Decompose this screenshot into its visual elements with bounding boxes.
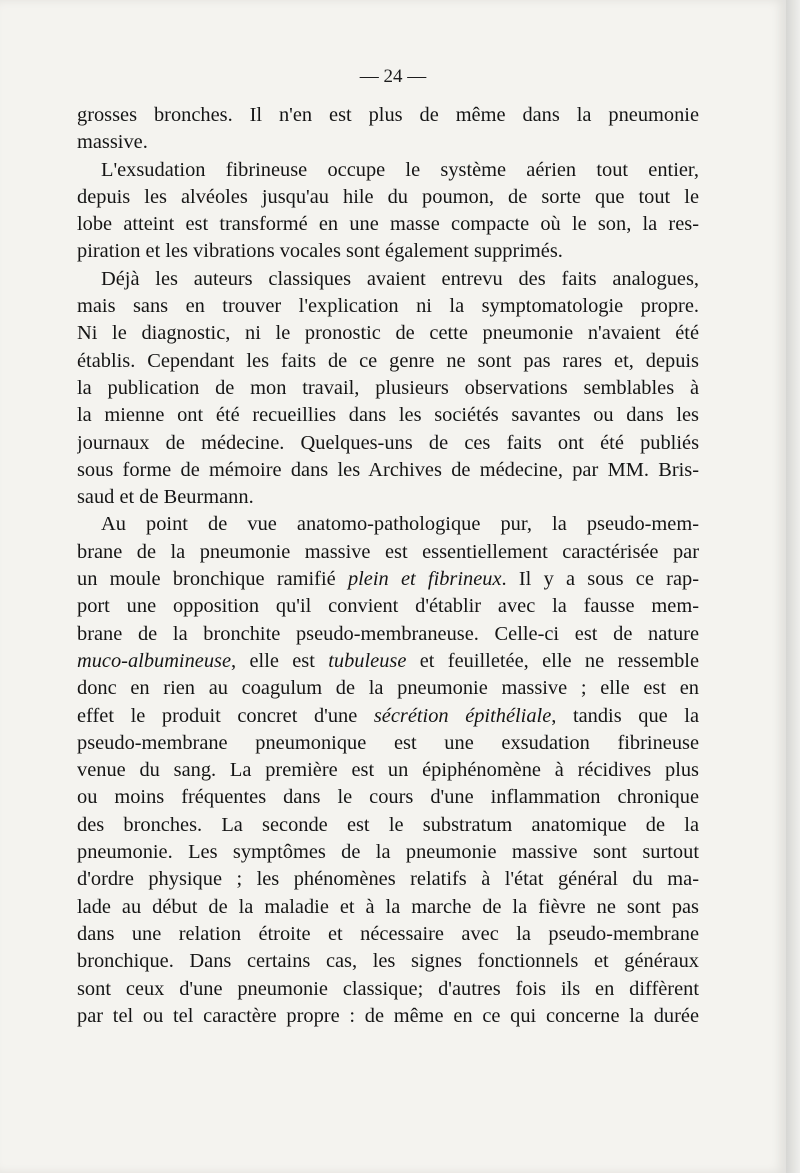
- text-line: [77, 157, 699, 184]
- italic-text-run: plein et fibrineux: [347, 568, 502, 591]
- text-line: [77, 539, 699, 566]
- text-run: brane de la bronchite pseudo-membraneuse. Celle-ci est de nature: [77, 622, 699, 645]
- text-line: [77, 976, 699, 1003]
- text-run: lobe atteint est transformé en une masse compacte où le son, la res-: [77, 213, 699, 236]
- text-line: [77, 375, 699, 402]
- text-run: L'exsudation fibrineuse occupe le système aérien tout entier,: [101, 158, 699, 181]
- text-line: [77, 675, 699, 702]
- text-run: lade au début de la maladie et à la marche de la fièvre ne sont pas: [77, 895, 699, 918]
- text-run: un moule bronchique ramifié: [77, 568, 348, 591]
- text-run: venue du sang. La première est un épiphénomène à récidives plus: [77, 759, 699, 782]
- italic-text-run: muco-albumineuse: [77, 649, 232, 672]
- text-run: Ni le diagnostic, ni le pronostic de cette pneumonie n'avaient été: [77, 322, 699, 345]
- text-run: la publication de mon travail, plusieurs observations semblables à: [77, 376, 699, 399]
- text-run: journaux de médecine. Quelques-uns de ces faits ont été publiés: [77, 431, 699, 454]
- text-run: la mienne ont été recueillies dans les sociétés savantes ou dans les: [77, 404, 699, 427]
- text-run: piration et les vibrations vocales sont également supprimés.: [77, 240, 563, 263]
- text-run: par tel ou tel caractère propre : de même en ce qui concerne la durée: [77, 1004, 699, 1027]
- text-run: donc en rien au coagulum de la pneumonie massive ; elle est en: [77, 677, 699, 700]
- text-run: dans une relation étroite et nécessaire avec la pseudo-membrane: [77, 922, 699, 945]
- text-run: pneumonie. Les symptômes de la pneumonie massive sont surtout: [77, 841, 699, 864]
- text-line: [77, 648, 699, 675]
- text-run: brane de la pneumonie massive est essentiellement caractérisée par: [77, 540, 699, 563]
- text-line: [77, 129, 699, 156]
- text-run: et feuilletée, elle ne ressemble: [406, 649, 699, 672]
- text-line: [77, 238, 699, 265]
- text-run: massive.: [77, 131, 148, 154]
- text-line: [77, 102, 699, 129]
- text-run: sous forme de mémoire dans les Archives de médecine, par MM. Bris-: [77, 458, 699, 481]
- text-line: [77, 511, 699, 538]
- italic-text-run: sécrétion épithéliale: [373, 704, 552, 727]
- text-run: . Il y a sous ce rap-: [501, 568, 699, 591]
- text-line: [77, 211, 699, 238]
- text-run: saud et de Beurmann.: [77, 486, 254, 509]
- text-line: [77, 566, 699, 593]
- text-run: établis. Cependant les faits de ce genre ne sont pas rares et, depuis: [77, 349, 699, 372]
- text-line: [77, 730, 699, 757]
- text-run: Au point de vue anatomo-pathologique pur, la pseudo-mem-: [101, 513, 699, 536]
- text-line: [77, 866, 699, 893]
- text-line: [77, 784, 699, 811]
- text-line: [77, 320, 699, 347]
- text-line: [77, 593, 699, 620]
- text-run: Déjà les auteurs classiques avaient entrevu des faits analogues,: [101, 267, 699, 290]
- text-line: [77, 894, 699, 921]
- page-number: — 24 —: [359, 66, 427, 87]
- text-run: , tandis que la: [551, 704, 699, 727]
- text-line: [77, 430, 699, 457]
- text-run: depuis les alvéoles jusqu'au hile du poumon, de sorte que tout le: [77, 185, 699, 208]
- text-run: effet le produit concret d'une: [77, 704, 374, 727]
- text-line: [77, 184, 699, 211]
- text-line: [77, 621, 699, 648]
- text-line: [77, 293, 699, 320]
- text-run: des bronches. La seconde est le substratum anatomique de la: [77, 813, 699, 836]
- text-run: grosses bronches. Il n'en est plus de même dans la pneumonie: [77, 104, 699, 126]
- text-run: , elle est: [231, 649, 329, 672]
- text-line: [77, 402, 699, 429]
- text-line: [77, 921, 699, 948]
- text-line: [77, 948, 699, 975]
- text-line: [77, 839, 699, 866]
- text-run: d'ordre physique ; les phénomènes relatifs à l'état général du ma-: [77, 868, 699, 891]
- text-run: port une opposition qu'il convient d'établir avec la fausse mem-: [77, 595, 699, 618]
- page-edge: [786, 0, 800, 1173]
- text-line: [77, 812, 699, 839]
- text-line: [77, 457, 699, 484]
- body-text: [77, 102, 699, 1030]
- text-line: [77, 1003, 699, 1030]
- text-line: [77, 266, 699, 293]
- text-line: [77, 703, 699, 730]
- text-line: [77, 348, 699, 375]
- text-line: [77, 757, 699, 784]
- text-run: pseudo-membrane pneumonique est une exsudation fibrineuse: [77, 731, 699, 754]
- text-run: bronchique. Dans certains cas, les signes fonctionnels et généraux: [77, 950, 699, 973]
- text-line: [77, 484, 699, 511]
- text-run: mais sans en trouver l'explication ni la symptomatologie propre.: [77, 295, 699, 318]
- text-run: ou moins fréquentes dans le cours d'une inflammation chronique: [77, 786, 699, 809]
- italic-text-run: tubuleuse: [328, 649, 407, 672]
- text-run: sont ceux d'une pneumonie classique; d'autres fois ils en diffèrent: [77, 977, 699, 1000]
